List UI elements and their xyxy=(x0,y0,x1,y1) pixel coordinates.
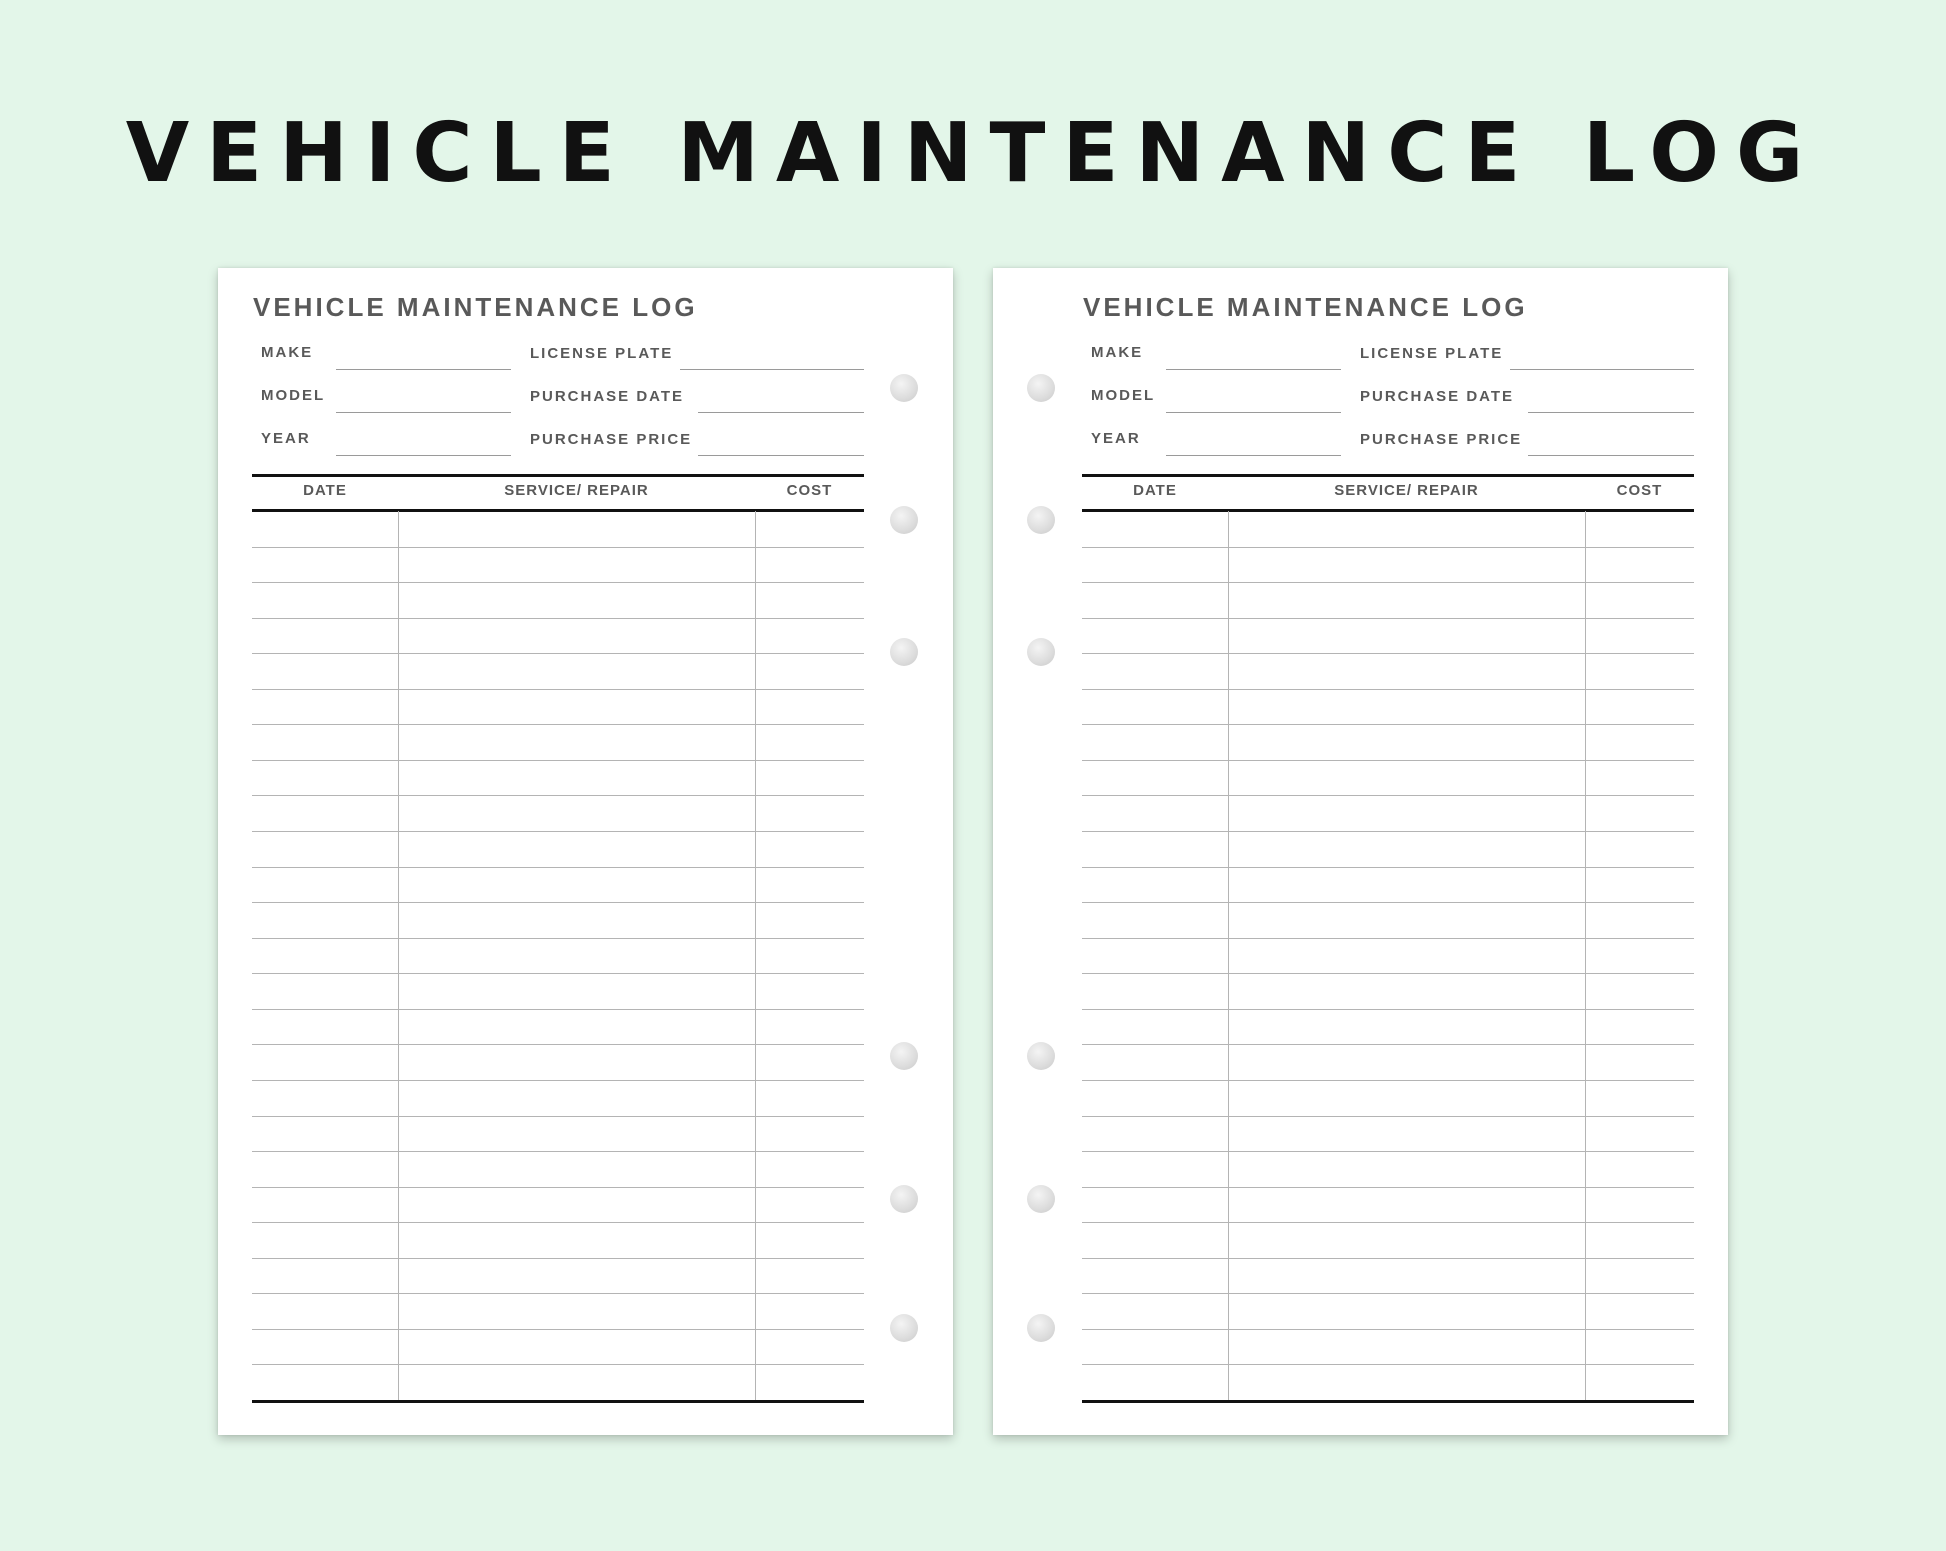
binder-hole xyxy=(890,1042,918,1070)
model-field[interactable] xyxy=(1166,412,1341,413)
table-row-line xyxy=(252,902,864,903)
table-row-line xyxy=(252,938,864,939)
table-row-line xyxy=(252,973,864,974)
make-field[interactable] xyxy=(336,369,511,370)
make-label: MAKE xyxy=(1091,344,1144,361)
table-row-line xyxy=(252,795,864,796)
table-row-line xyxy=(252,1151,864,1152)
table-row-line xyxy=(1082,1009,1694,1010)
table-row-line xyxy=(252,831,864,832)
make-label: MAKE xyxy=(261,344,314,361)
column-header-cost: COST xyxy=(1616,482,1663,499)
column-header-service-repair: SERVICE/ REPAIR xyxy=(1334,482,1479,499)
table-top-rule xyxy=(252,474,864,477)
column-header-date: DATE xyxy=(1133,482,1177,499)
table-row-line xyxy=(1082,902,1694,903)
table-row-line xyxy=(252,547,864,548)
table-row-line xyxy=(1082,1151,1694,1152)
column-header-service-repair: SERVICE/ REPAIR xyxy=(504,482,649,499)
table-row-line xyxy=(1082,831,1694,832)
column-header-date: DATE xyxy=(303,482,347,499)
year-label: YEAR xyxy=(261,430,311,447)
table-row-line xyxy=(252,1044,864,1045)
table-row-line xyxy=(1082,1329,1694,1330)
purchase-price-field[interactable] xyxy=(698,455,864,456)
table-row-line xyxy=(1082,724,1694,725)
make-field[interactable] xyxy=(1166,369,1341,370)
binder-hole xyxy=(890,1185,918,1213)
model-field[interactable] xyxy=(336,412,511,413)
license-plate-label: LICENSE PLATE xyxy=(1360,345,1504,362)
table-row-line xyxy=(1082,973,1694,974)
table-row-line xyxy=(1082,760,1694,761)
table-row-line xyxy=(252,1258,864,1259)
banner-title: VEHICLE MAINTENANCE LOG xyxy=(125,106,1821,201)
table-row-line xyxy=(1082,653,1694,654)
binder-hole xyxy=(1027,638,1055,666)
table-row-line xyxy=(252,689,864,690)
table-row-line xyxy=(1082,1044,1694,1045)
table-row-line xyxy=(1082,1222,1694,1223)
binder-hole xyxy=(1027,1185,1055,1213)
binder-hole xyxy=(890,374,918,402)
table-row-line xyxy=(252,1329,864,1330)
table-row-line xyxy=(1082,1116,1694,1117)
table-row-line xyxy=(252,1187,864,1188)
table-bottom-rule xyxy=(252,1400,864,1403)
binder-hole xyxy=(1027,506,1055,534)
year-field[interactable] xyxy=(336,455,511,456)
binder-hole xyxy=(890,638,918,666)
table-row-line xyxy=(1082,1080,1694,1081)
table-row-line xyxy=(252,1116,864,1117)
table-row-line xyxy=(252,1293,864,1294)
page-title: VEHICLE MAINTENANCE LOG xyxy=(253,292,698,322)
license-plate-field[interactable] xyxy=(680,369,864,370)
year-label: YEAR xyxy=(1091,430,1141,447)
binder-hole xyxy=(890,506,918,534)
table-header-rule xyxy=(1082,509,1694,512)
table-row-line xyxy=(252,1364,864,1365)
table-row-line xyxy=(252,760,864,761)
table-row-line xyxy=(252,724,864,725)
table-bottom-rule xyxy=(1082,1400,1694,1403)
column-divider-cost xyxy=(755,511,756,1400)
table-row-line xyxy=(1082,1187,1694,1188)
model-label: MODEL xyxy=(261,387,326,404)
column-divider-date xyxy=(398,511,399,1400)
table-row-line xyxy=(1082,938,1694,939)
table-top-rule xyxy=(1082,474,1694,477)
purchase-date-field[interactable] xyxy=(1528,412,1694,413)
license-plate-label: LICENSE PLATE xyxy=(530,345,674,362)
binder-hole xyxy=(1027,374,1055,402)
column-divider-cost xyxy=(1585,511,1586,1400)
table-row-line xyxy=(252,618,864,619)
planner-page-right xyxy=(993,268,1728,1435)
page-title: VEHICLE MAINTENANCE LOG xyxy=(1083,292,1528,322)
table-row-line xyxy=(1082,1293,1694,1294)
planner-page-left xyxy=(218,268,953,1435)
table-row-line xyxy=(252,867,864,868)
purchase-price-field[interactable] xyxy=(1528,455,1694,456)
purchase-date-label: PURCHASE DATE xyxy=(1360,388,1515,405)
model-label: MODEL xyxy=(1091,387,1156,404)
table-row-line xyxy=(1082,1258,1694,1259)
purchase-price-label: PURCHASE PRICE xyxy=(1360,431,1523,448)
table-row-line xyxy=(1082,795,1694,796)
purchase-date-field[interactable] xyxy=(698,412,864,413)
table-row-line xyxy=(1082,547,1694,548)
license-plate-field[interactable] xyxy=(1510,369,1694,370)
column-header-cost: COST xyxy=(786,482,833,499)
table-row-line xyxy=(252,1009,864,1010)
binder-hole xyxy=(890,1314,918,1342)
column-divider-date xyxy=(1228,511,1229,1400)
table-row-line xyxy=(252,582,864,583)
purchase-price-label: PURCHASE PRICE xyxy=(530,431,693,448)
purchase-date-label: PURCHASE DATE xyxy=(530,388,685,405)
binder-hole xyxy=(1027,1314,1055,1342)
table-row-line xyxy=(252,1080,864,1081)
year-field[interactable] xyxy=(1166,455,1341,456)
binder-hole xyxy=(1027,1042,1055,1070)
table-row-line xyxy=(1082,867,1694,868)
table-row-line xyxy=(1082,582,1694,583)
table-row-line xyxy=(1082,689,1694,690)
table-row-line xyxy=(252,653,864,654)
table-row-line xyxy=(1082,1364,1694,1365)
table-row-line xyxy=(252,1222,864,1223)
table-header-rule xyxy=(252,509,864,512)
table-row-line xyxy=(1082,618,1694,619)
